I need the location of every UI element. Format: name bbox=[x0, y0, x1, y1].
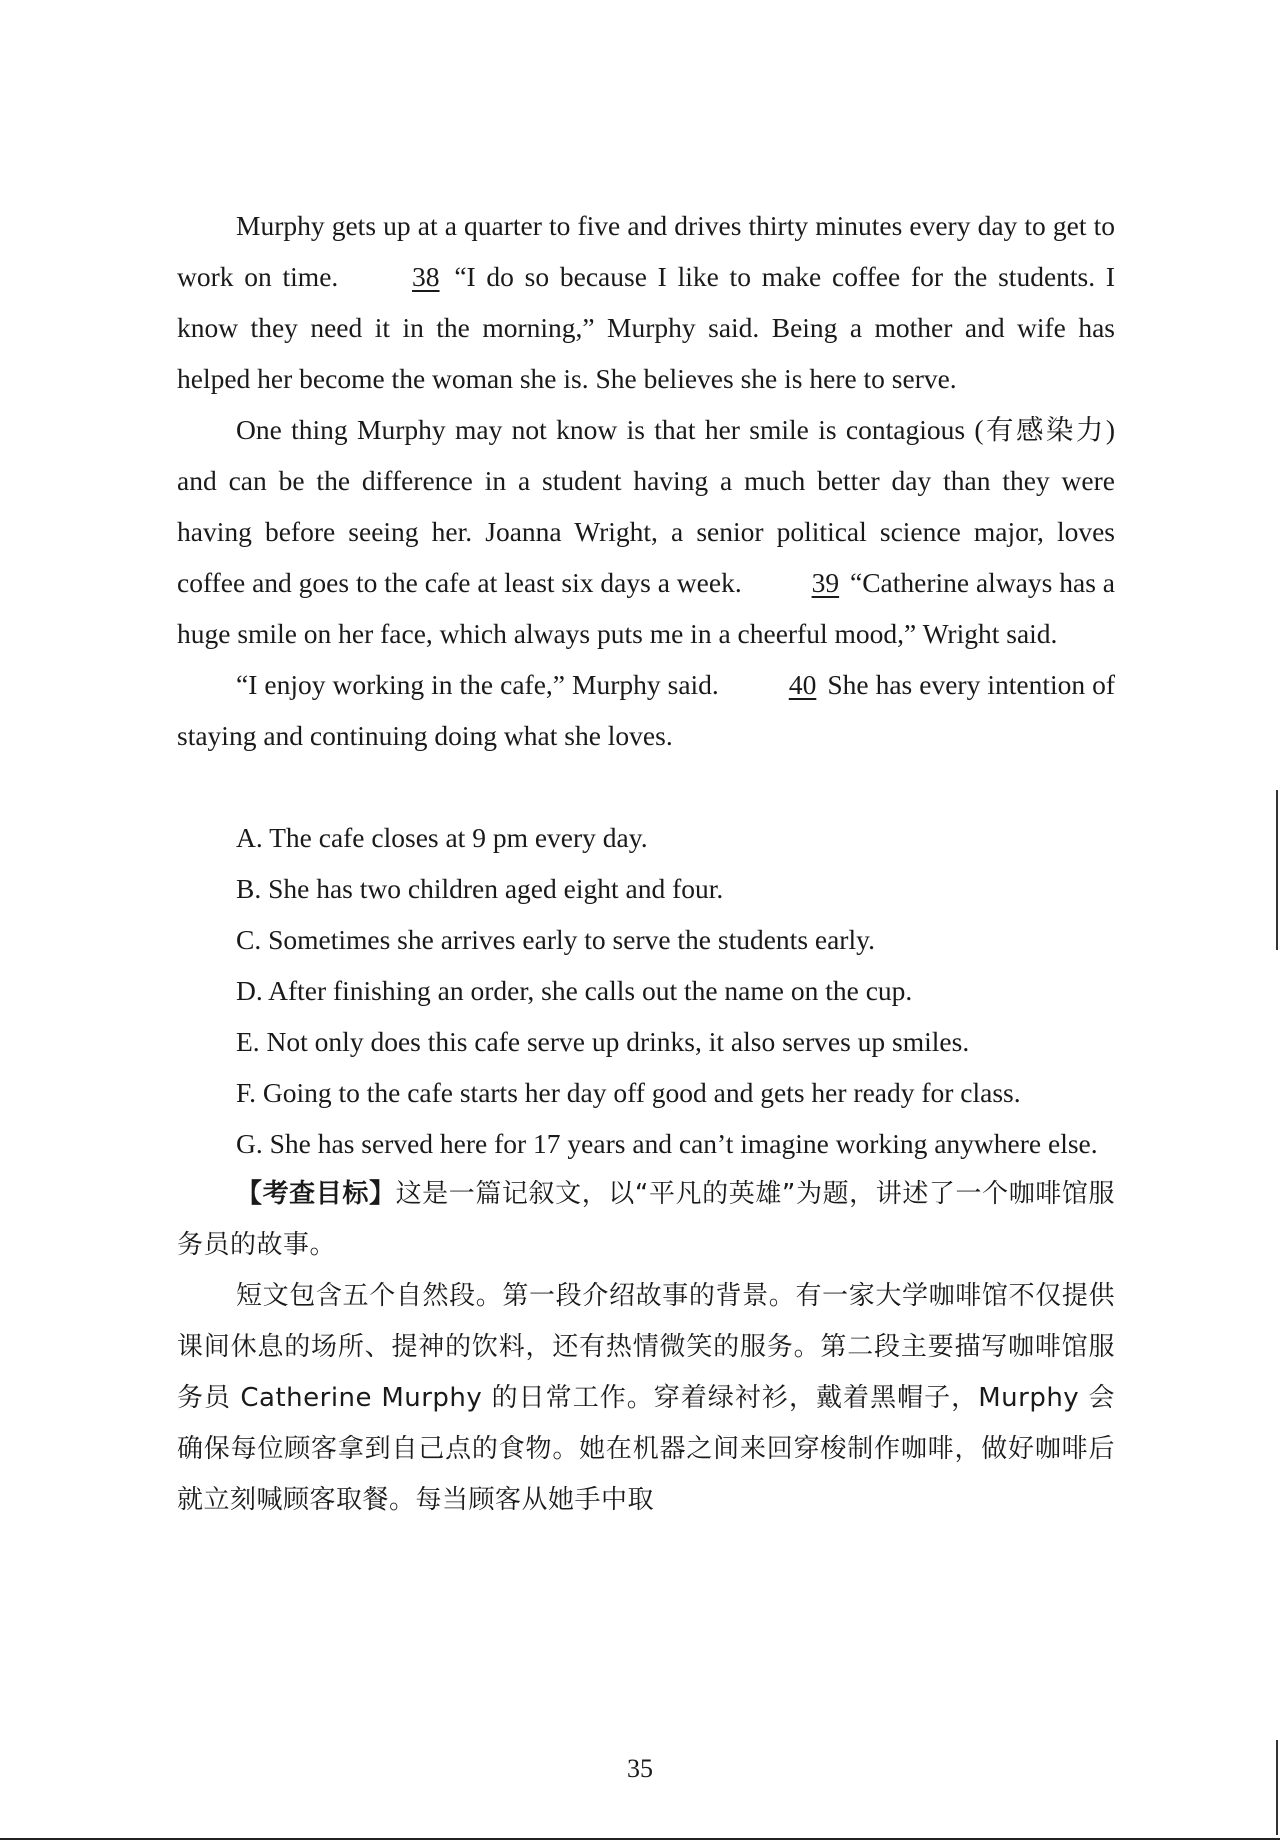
option-g: G. She has served here for 17 years and can’t imagine working anywhere else. bbox=[236, 1128, 1098, 1159]
analysis-goal bbox=[177, 1169, 1115, 1271]
option-d: D. After finishing an order, she calls out the name on the cup. bbox=[236, 975, 913, 1006]
blank-38[interactable]: 38 bbox=[412, 261, 440, 292]
passage-paragraph-2 bbox=[177, 404, 1115, 659]
p1-text-before: Murphy gets up at a quarter to five and drives thirty minutes every day to get to work on time. bbox=[177, 210, 1115, 292]
analysis-heading: 【考查目标】 bbox=[236, 1179, 396, 1209]
option-c: C. Sometimes she arrives early to serve the students early. bbox=[236, 924, 875, 955]
bottom-rule bbox=[0, 1838, 1280, 1840]
page-content bbox=[177, 200, 1115, 1526]
binding-edge-mark-lower bbox=[1276, 1740, 1278, 1835]
analysis-goal-text: 这是一篇记叙文，以“平凡的英雄”为题，讲述了一个咖啡馆服务员的故事。 bbox=[177, 1179, 1115, 1260]
p3-text-before: “I enjoy working in the cafe,” Murphy said. bbox=[236, 669, 719, 700]
passage-paragraph-1 bbox=[177, 200, 1115, 404]
passage-paragraph-3 bbox=[177, 659, 1115, 761]
option-b: B. She has two children aged eight and four. bbox=[236, 873, 724, 904]
page-number: 35 bbox=[627, 1754, 653, 1783]
option-f: F. Going to the cafe starts her day off good and gets her ready for class. bbox=[236, 1077, 1021, 1108]
option-e: E. Not only does this cafe serve up drinks, it also serves up smiles. bbox=[236, 1026, 970, 1057]
options-list bbox=[177, 812, 1115, 1169]
analysis-summary: 短文包含五个自然段。第一段介绍故事的背景。有一家大学咖啡馆不仅提供课间休息的场所、提神的饮料，还有热情微笑的服务。第二段主要描写咖啡馆服务员 Catherine Murphy 的日常工作。穿着绿衬衫，戴着黑帽子，Murphy 会确保每位顾客拿到自己点的食物。她在机器之间来回穿梭制作咖啡，做好咖啡后就立刻喊顾客取餐。每当顾客从她手中取 bbox=[177, 1281, 1115, 1515]
section-spacer bbox=[177, 761, 1115, 812]
p2-text-before: One thing Murphy may not know is that her smile is contagious (有感染力) and can be the difference in a student having a much better day than they were having before seeing her. Joanna Wright, a senior political science major, loves coffee and goes to the cafe at least six days a week. bbox=[177, 414, 1115, 598]
option-a: A. The cafe closes at 9 pm every day. bbox=[236, 822, 648, 853]
p2-text-after: “Catherine always has a huge smile on her face, which always puts me in a cheerful mood,” Wright said. bbox=[177, 567, 1115, 649]
p3-text-after: She has every intention of staying and continuing doing what she loves. bbox=[177, 669, 1116, 751]
blank-40[interactable]: 40 bbox=[788, 669, 817, 700]
p1-text-after: “I do so because I like to make coffee for the students. I know they need it in the morning,” Murphy said. Being a mother and wife has helped her become the woman she is. She believes she is here to serve. bbox=[177, 261, 1116, 394]
binding-edge-mark bbox=[1276, 790, 1278, 950]
blank-39[interactable]: 39 bbox=[811, 567, 840, 598]
